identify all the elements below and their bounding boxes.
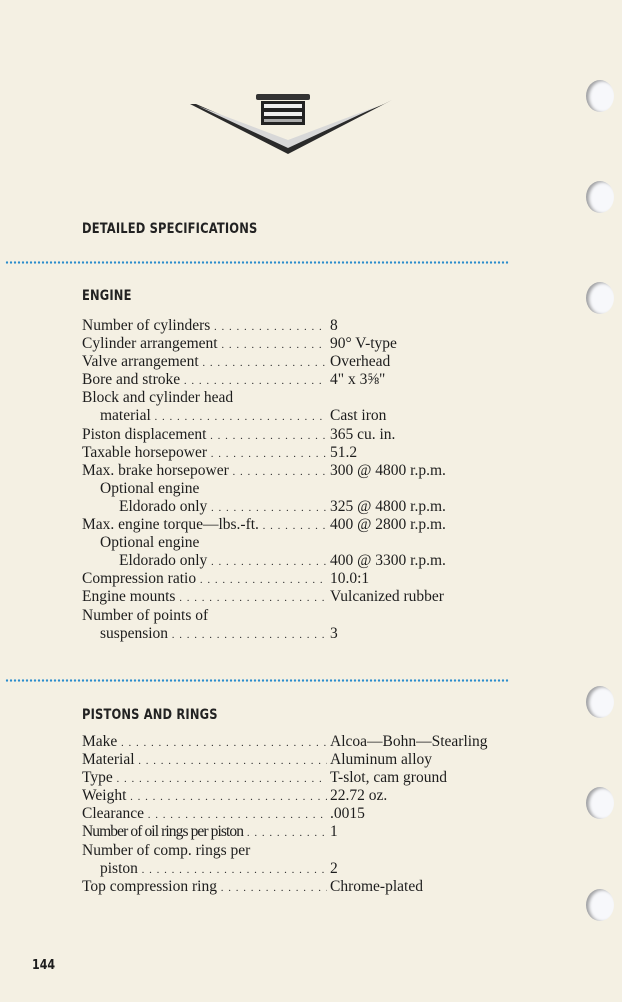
spec-row [82, 625, 542, 643]
spec-label: Material . . . [82, 751, 327, 770]
spec-row [82, 371, 542, 389]
spec-value: 4" x 3⅝" [330, 371, 386, 389]
spec-label: Bore and stroke . . . [82, 371, 327, 390]
binder-hole [586, 889, 614, 921]
spec-value: Alcoa—Bohn—Stearling [330, 733, 488, 750]
spec-value: Aluminum alloy [330, 751, 433, 769]
binder-hole [586, 787, 614, 819]
section-title-pistons: PISTONS AND RINGS [82, 707, 218, 723]
spec-row [82, 426, 542, 444]
spec-row [82, 444, 542, 462]
spec-value: 51.2 [330, 443, 358, 461]
spec-value: 10.0:1 [330, 570, 370, 588]
spec-row [82, 878, 542, 896]
spec-row [82, 389, 542, 407]
spec-row [82, 570, 542, 588]
spec-value: Chrome-plated [330, 877, 423, 895]
spec-row [82, 823, 542, 841]
spec-label: Number of comp. rings per [82, 841, 251, 859]
spec-value: 400 @ 3300 r.p.m. [330, 552, 446, 570]
spec-label: piston . . . [100, 860, 327, 879]
binder-hole [586, 181, 614, 213]
spec-label: Max. engine torque—lbs.-ft. . . . [82, 516, 327, 535]
binder-hole [586, 686, 614, 718]
spec-value: 300 @ 4800 r.p.m. [330, 461, 446, 479]
spec-label: Number of cylinders . . . [82, 317, 327, 336]
engine-spec-list [82, 317, 542, 643]
spec-label: Engine mounts . . . [82, 588, 327, 607]
spec-row [82, 462, 542, 480]
page-number: 144 [32, 958, 56, 973]
spec-value: Vulcanized rubber [330, 588, 444, 606]
spec-label: Block and cylinder head [82, 389, 234, 407]
spec-row [82, 317, 542, 335]
spec-label: Taxable horsepower . . . [82, 444, 327, 463]
binder-hole [586, 282, 614, 314]
cadillac-emblem [188, 92, 394, 158]
spec-label: material . . . [100, 407, 327, 426]
spec-label: Weight . . . [82, 787, 327, 806]
spec-label: Piston displacement . . . [82, 426, 327, 445]
spec-value: 22.72 oz. [330, 787, 388, 805]
spec-row [82, 498, 542, 516]
spec-row [82, 805, 542, 823]
dotted-rule [5, 261, 509, 264]
spec-label: Top compression ring . . . [82, 878, 327, 897]
spec-value: T-slot, cam ground [330, 769, 447, 787]
spec-row [82, 769, 542, 787]
pistons-spec-list [82, 733, 542, 896]
spec-value: Cast iron [330, 407, 387, 425]
page-heading: DETAILED SPECIFICATIONS [82, 221, 258, 237]
spec-value: 3 [330, 624, 338, 642]
spec-value: 2 [330, 859, 338, 877]
spec-label: suspension . . . [100, 625, 327, 644]
spec-label: Number of points of [82, 606, 209, 624]
spec-label: Optional engine [100, 479, 200, 497]
spec-value: 90° V-type [330, 335, 397, 353]
dotted-rule [5, 679, 509, 682]
spec-row [82, 607, 542, 625]
spec-row [82, 842, 542, 860]
spec-label: Number of oil rings per piston . . . [82, 823, 327, 842]
spec-label: Make . . . [82, 733, 327, 752]
spec-row [82, 480, 542, 498]
spec-value: 1 [330, 823, 338, 841]
spec-label: Valve arrangement . . . [82, 353, 327, 372]
spec-row [82, 407, 542, 425]
spec-row [82, 534, 542, 552]
spec-label: Type . . . [82, 769, 327, 788]
spec-row [82, 335, 542, 353]
spec-row [82, 588, 542, 606]
spec-value: .0015 [330, 805, 365, 823]
spec-label: Cylinder arrangement . . . [82, 335, 327, 354]
spec-row [82, 353, 542, 371]
spec-row [82, 552, 542, 570]
spec-row [82, 860, 542, 878]
spec-value: 400 @ 2800 r.p.m. [330, 516, 446, 534]
spec-label: Clearance . . . [82, 805, 327, 824]
spec-row [82, 787, 542, 805]
spec-value: 8 [330, 317, 338, 334]
spec-row [82, 751, 542, 769]
spec-row [82, 733, 542, 751]
spec-label: Eldorado only . . . [119, 498, 327, 517]
spec-value: Overhead [330, 353, 391, 371]
spec-label: Optional engine [100, 534, 200, 552]
spec-label: Compression ratio . . . [82, 570, 327, 589]
spec-label: Eldorado only . . . [119, 552, 327, 571]
spec-value: 365 cu. in. [330, 425, 396, 443]
binder-hole [586, 80, 614, 112]
spec-row [82, 516, 542, 534]
spec-value: 325 @ 4800 r.p.m. [330, 497, 446, 515]
spec-label: Max. brake horsepower . . . [82, 462, 327, 481]
section-title-engine: ENGINE [82, 288, 132, 304]
